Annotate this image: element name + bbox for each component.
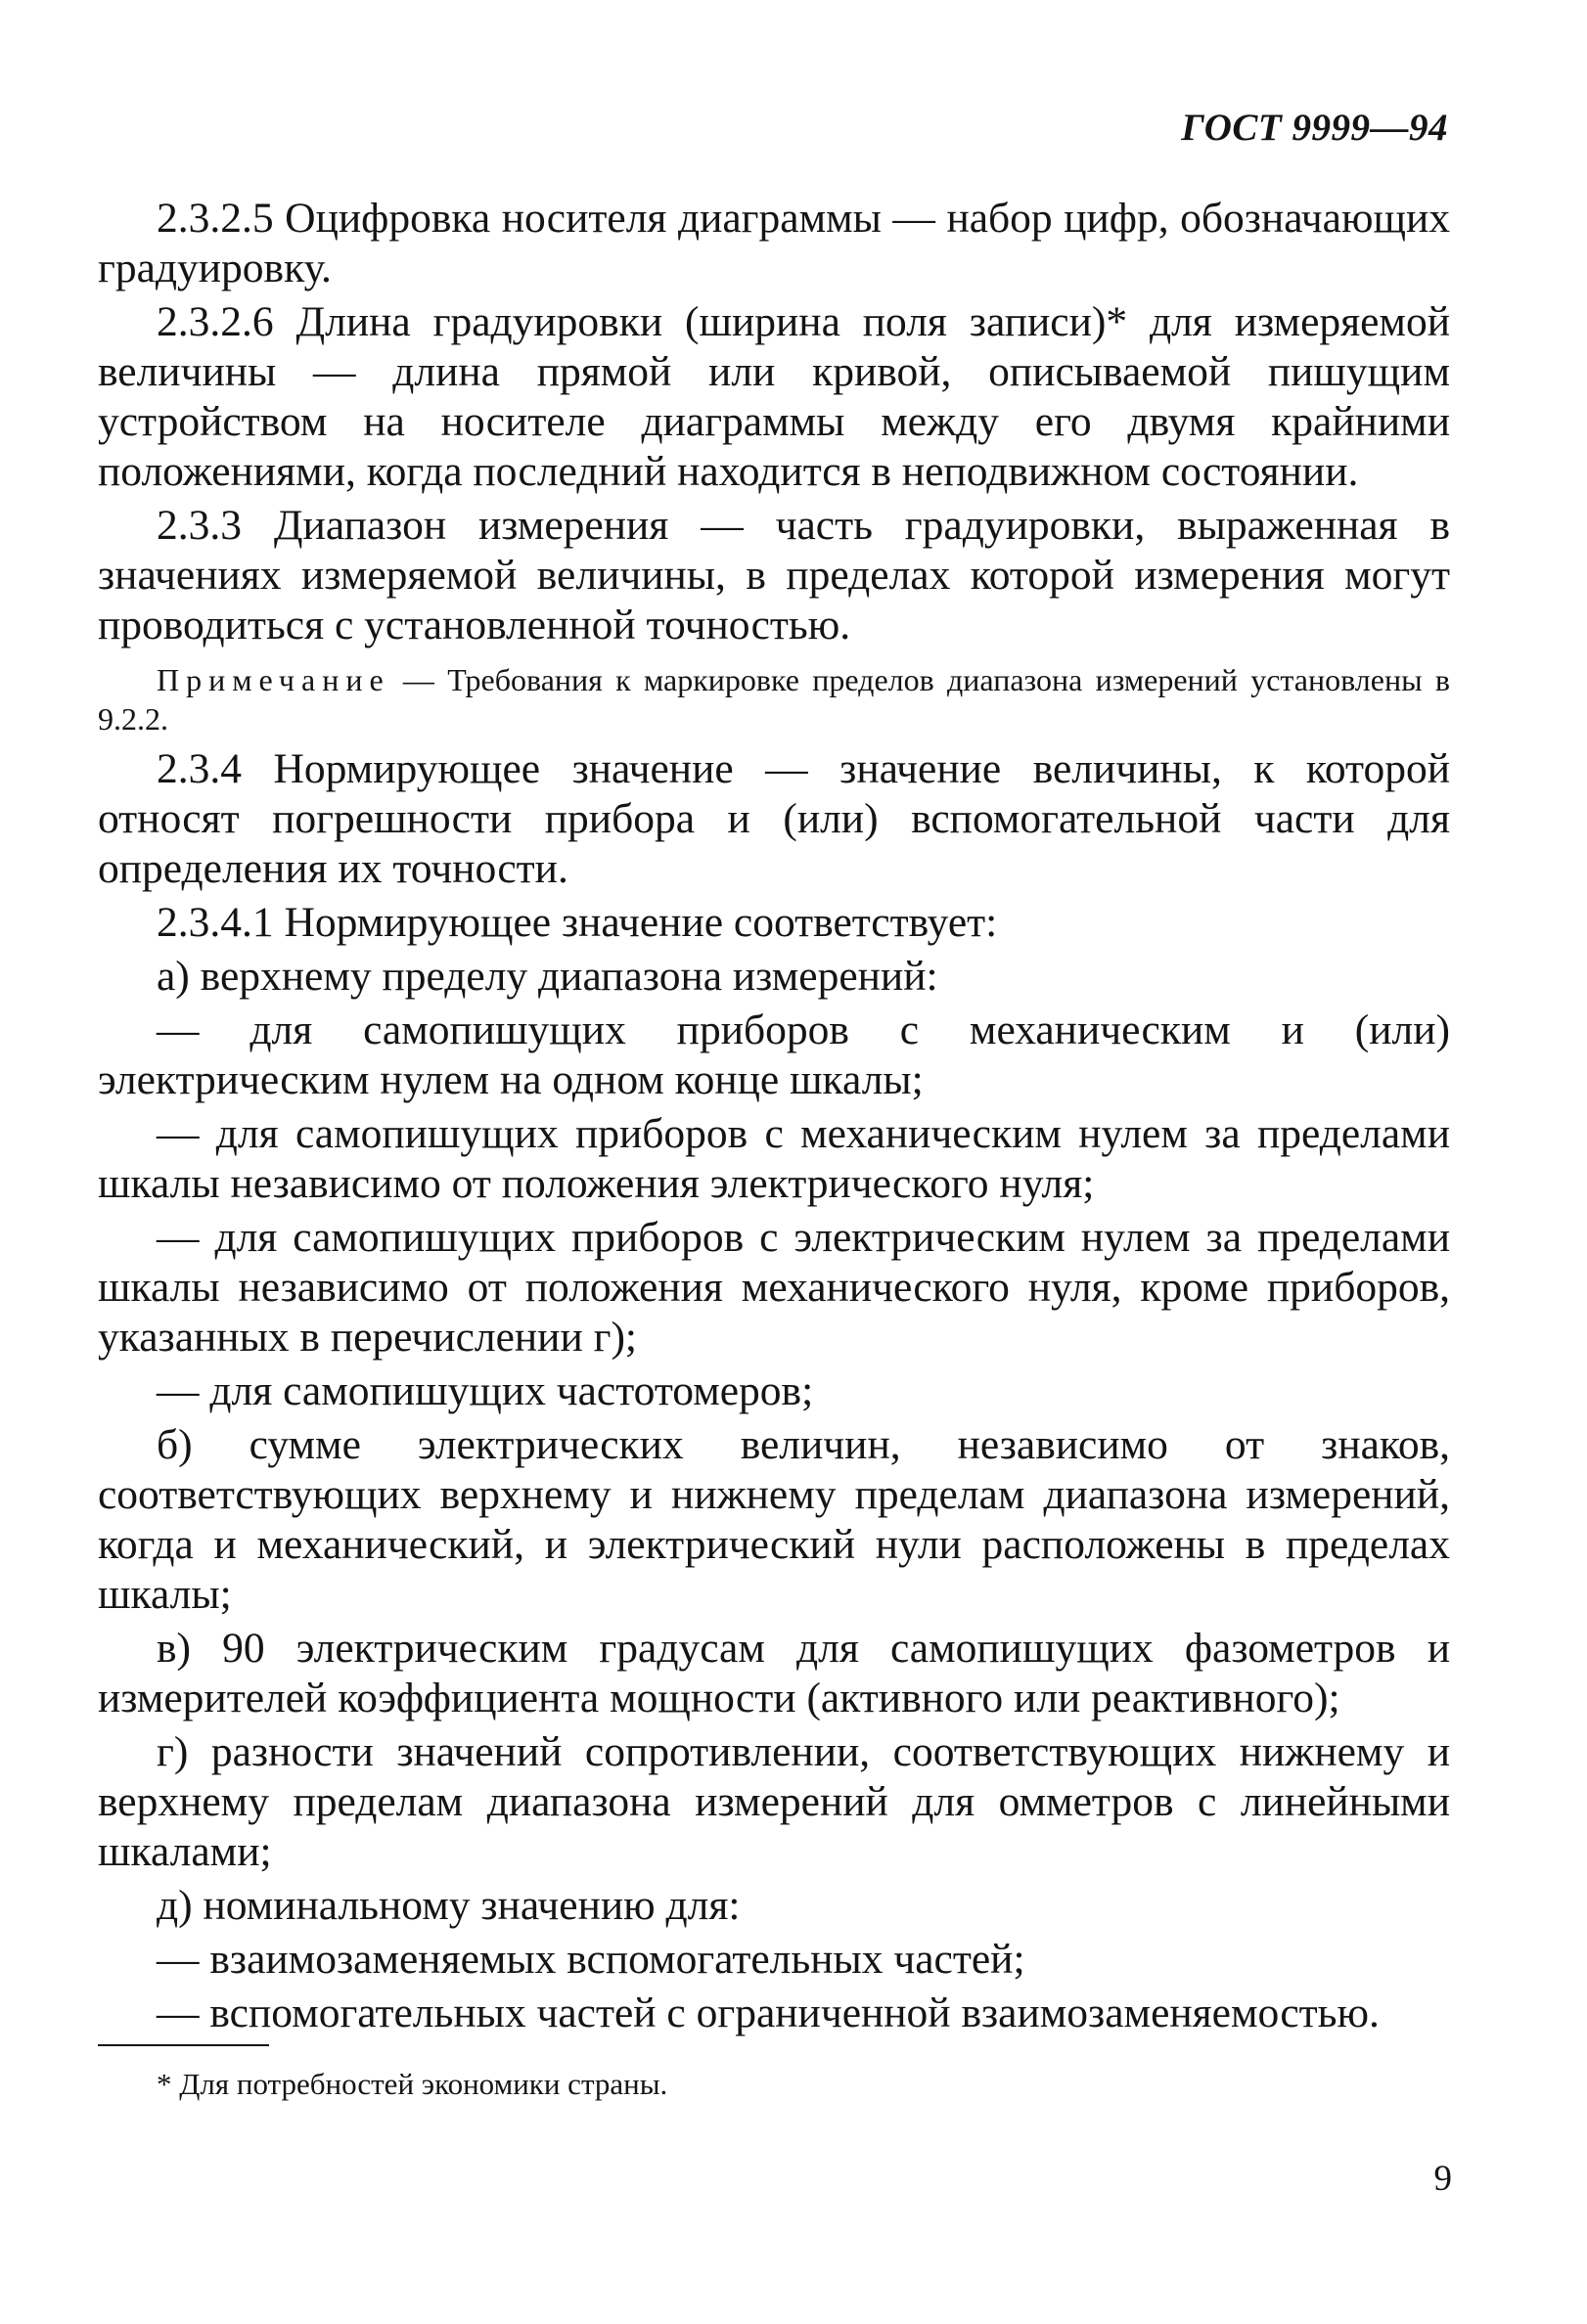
list-item-b: б) сумме электрических величин, независимо от знаков, соответствующих верхнему и нижнему пределам диапазона измерений, когда и механический, и электрический нули расположены в пределах шкалы; bbox=[98, 1421, 1450, 1618]
document-header: ГОСТ 9999—94 bbox=[1181, 107, 1448, 149]
list-item-d: д) номинальному значению для: bbox=[157, 1882, 741, 1929]
list-dash-item: — для самопишущих приборов с механическим и (или) электрическим нулем на одном конце шкалы; bbox=[98, 1006, 1450, 1103]
list-dash-item: — для самопишущих приборов с механическим нулем за пределами шкалы независимо от положения электрического нуля; bbox=[98, 1110, 1450, 1207]
list-dash-item: — взаимозаменяемых вспомогательных частей; bbox=[157, 1936, 1025, 1983]
list-dash-item: — для самопишущих приборов с электрическим нулем за пределами шкалы независимо от положения механического нуля, кроме приборов, указанных в перечислении г); bbox=[98, 1214, 1450, 1361]
list-item-v: в) 90 электрическим градусам для самопишущих фазометров и измерителей коэффициента мощности (активного или реактивного); bbox=[98, 1625, 1450, 1721]
paragraph-2-3-4-1: 2.3.4.1 Нормирующее значение соответствует: bbox=[157, 899, 998, 946]
paragraph-2-3-3: 2.3.3 Диапазон измерения — часть градуировки, выраженная в значениях измеряемой величины, в пределах которой измерения могут проводиться с установленной точностью. bbox=[98, 502, 1450, 648]
list-item-g: г) разности значений сопротивлении, соответствующих нижнему и верхнему пределам диапазона измерений для омметров с линейными шкалами; bbox=[98, 1728, 1450, 1875]
note-text: — Требования к маркировке пределов диапазона измерений установлены в 9.2.2. bbox=[98, 662, 1450, 737]
note bbox=[98, 660, 1450, 738]
page-number: 9 bbox=[1433, 2159, 1452, 2199]
document-body bbox=[98, 194, 1450, 2042]
note-label: Примечание bbox=[157, 662, 390, 697]
footnote: * Для потребностей экономики страны. bbox=[157, 2067, 668, 2101]
paragraph-2-3-2-5: 2.3.2.5 Оцифровка носителя диаграммы — набор цифр, обозначающих градуировку. bbox=[98, 195, 1450, 291]
list-dash-item: — вспомогательных частей с ограниченной взаимозаменяемостью. bbox=[157, 1989, 1380, 2036]
list-dash-item: — для самопишущих частотомеров; bbox=[157, 1367, 814, 1414]
list-item-a: а) верхнему пределу диапазона измерений: bbox=[157, 953, 938, 1000]
footnote-divider bbox=[98, 2044, 269, 2046]
paragraph-2-3-2-6: 2.3.2.6 Длина градуировки (ширина поля записи)* для измеряемой величины — длина прямой или кривой, описываемой пишущим устройством на носителе диаграммы между его двумя крайними положениями, когда последний находится в неподвижном состоянии. bbox=[98, 298, 1450, 495]
paragraph-2-3-4: 2.3.4 Нормирующее значение — значение величины, к которой относят погрешности прибора и (или) вспомогательной части для определения их точности. bbox=[98, 745, 1450, 892]
